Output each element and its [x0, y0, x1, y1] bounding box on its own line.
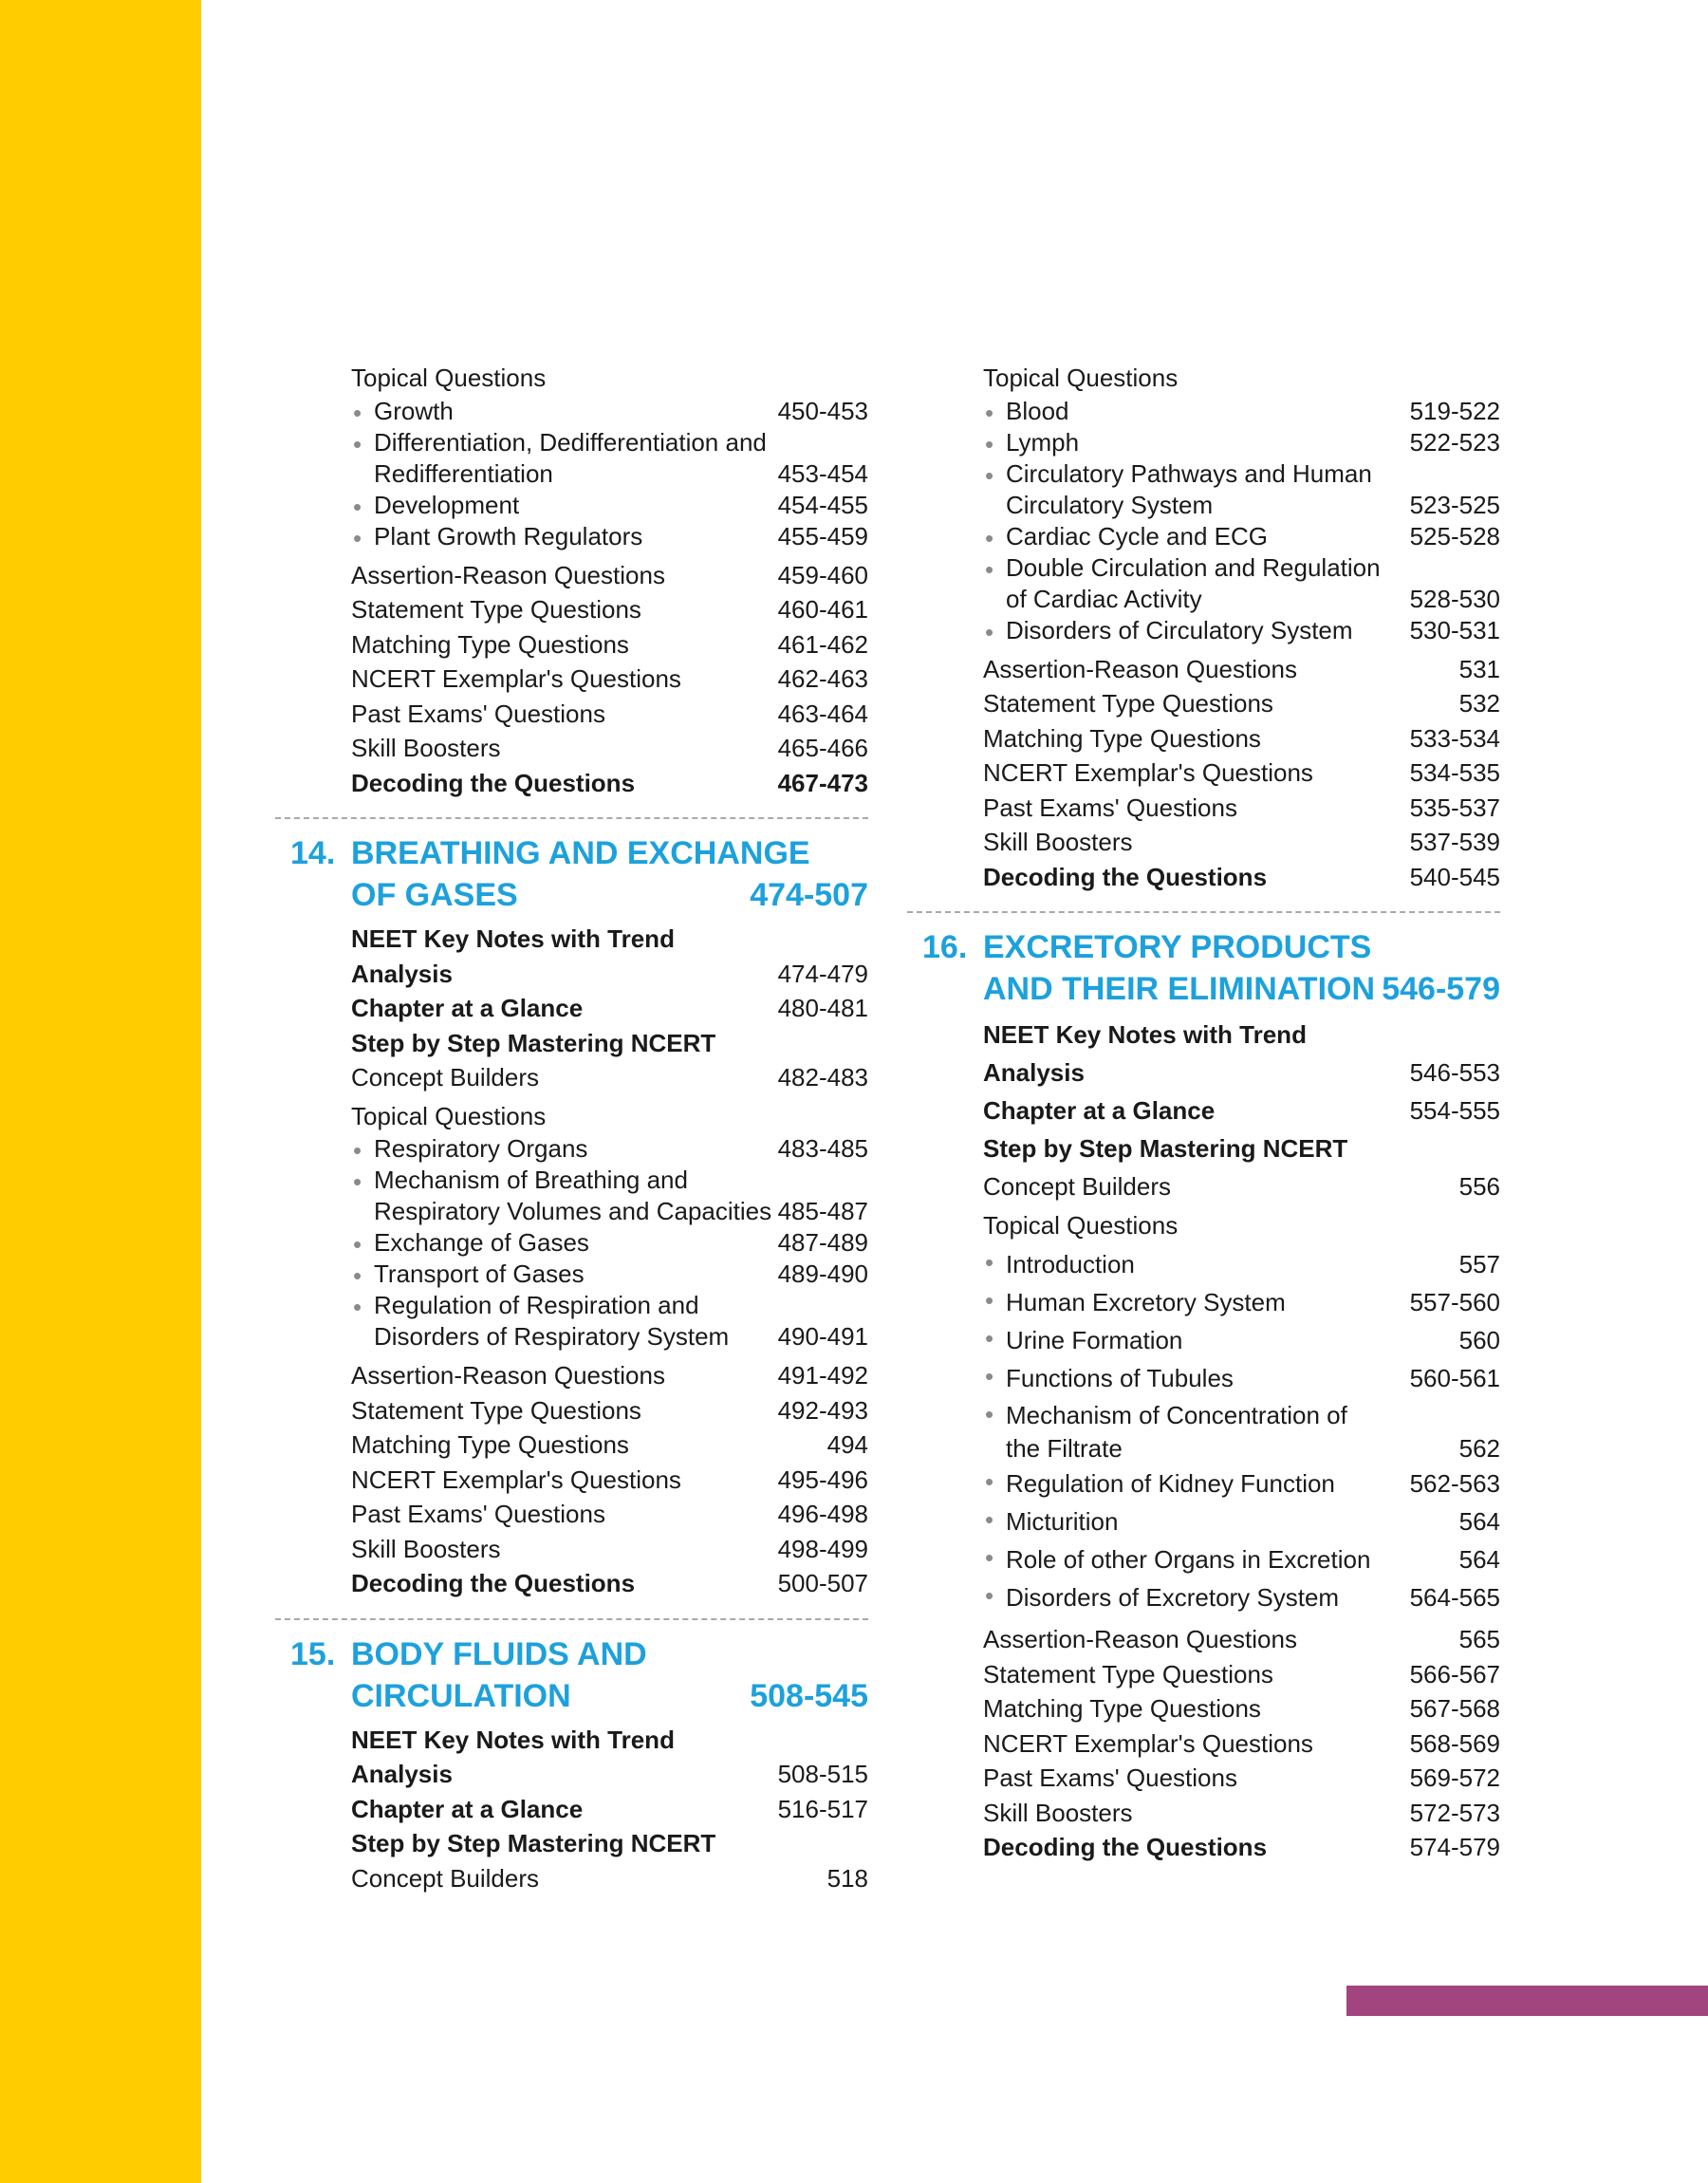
toc-topic-human-excretory-system[interactable]	[983, 1283, 1500, 1321]
toc-entry-skill-boosters[interactable]: Skill Boosters 498-499	[351, 1534, 868, 1563]
toc-entry-matching-type[interactable]: Matching Type Questions 533-534	[983, 723, 1500, 753]
entry-label: • Disorders of Circulatory System	[1006, 615, 1353, 644]
page-range: 564	[1458, 1507, 1500, 1536]
entry-label: • Development	[374, 490, 520, 519]
toc-entry-assertion-reason[interactable]: Assertion-Reason Questions 491-492	[351, 1361, 868, 1390]
entry-label: • Urine Formation	[1006, 1326, 1183, 1354]
entry-label: • Plant Growth Regulators	[374, 521, 643, 550]
entry-label-cont: Disorders of Respiratory System	[374, 1322, 730, 1351]
toc-entry-concept-builders[interactable]: Concept Builders 518	[351, 1863, 868, 1893]
toc-entry-statement-type[interactable]: Statement Type Questions 460-461	[351, 595, 868, 624]
toc-entry-neet-key-notes[interactable]: NEET Key Notes with Trend Analysis 508-515	[351, 1725, 868, 1788]
page-range: 489-490	[777, 1259, 868, 1288]
toc-topic-transport-gases[interactable]	[351, 1259, 868, 1290]
toc-entry-past-exams[interactable]: Past Exams' Questions 569-572	[983, 1763, 1500, 1792]
toc-topic-regulation-kidney[interactable]	[983, 1465, 1500, 1502]
yellow-side-band	[0, 0, 201, 2183]
page-range: 562-563	[1409, 1469, 1500, 1498]
chapter-pages: 546-579	[1382, 971, 1500, 1007]
toc-entry-statement-type[interactable]: Statement Type Questions 566-567	[983, 1659, 1500, 1689]
entry-label-cont: of Cardiac Activity	[1006, 584, 1202, 613]
toc-topic-plant-growth-regulators[interactable]	[351, 521, 868, 552]
chapter-title: BODY FLUIDS AND	[351, 1635, 647, 1672]
entry-label: • Respiratory Organs	[374, 1134, 588, 1163]
toc-entry-decoding[interactable]: Decoding the Questions 540-545	[983, 862, 1500, 891]
toc-entry-assertion-reason[interactable]: Assertion-Reason Questions 565	[983, 1625, 1500, 1653]
toc-topic-respiratory-organs[interactable]	[351, 1133, 868, 1165]
page-range: 560-561	[1409, 1364, 1500, 1392]
toc-topic-micturition[interactable]	[983, 1502, 1500, 1540]
section-divider	[907, 911, 1500, 913]
toc-entry-decoding[interactable]: Decoding the Questions 500-507	[351, 1569, 868, 1597]
toc-entry-neet-key-notes[interactable]: NEET Key Notes with Trend Analysis 474-479	[351, 924, 868, 988]
entry-label: • Circulatory Pathways and Human	[1006, 458, 1372, 488]
entry-label: • Micturition	[1006, 1507, 1119, 1536]
section-divider	[275, 1618, 868, 1620]
page-range: 522-523	[1409, 427, 1500, 457]
page-range: 564-565	[1409, 1583, 1500, 1612]
chapter-16-heading[interactable]	[922, 926, 1500, 1010]
entry-label: • Mechanism of Concentration of	[1006, 1401, 1347, 1429]
entry-label: • Exchange of Gases	[374, 1228, 589, 1257]
toc-entry-decoding[interactable]: Decoding the Questions 574-579	[983, 1833, 1500, 1861]
toc-left-column	[290, 361, 868, 1895]
chapter-title-cont: OF GASES	[351, 877, 518, 913]
toc-topic-circulatory-pathways[interactable]	[983, 458, 1500, 521]
page-range: 450-453	[777, 396, 868, 425]
toc-topic-urine-formation[interactable]	[983, 1321, 1500, 1359]
entry-label: • Mechanism of Breathing and	[374, 1166, 688, 1194]
entry-label-cont: Redifferentiation	[374, 458, 553, 488]
toc-topic-introduction[interactable]	[983, 1245, 1500, 1283]
chapter-pages: 474-507	[750, 877, 868, 913]
page-range: 557-560	[1409, 1288, 1500, 1316]
page-range: 453-454	[777, 458, 868, 488]
chapter-title-cont: AND THEIR ELIMINATION	[983, 971, 1376, 1007]
toc-entry-ncert-exemplar[interactable]: NCERT Exemplar's Questions 568-569	[983, 1728, 1500, 1758]
toc-entry-chapter-glance[interactable]: Chapter at a Glance 554-555	[983, 1096, 1500, 1125]
toc-entry-ncert-exemplar[interactable]: NCERT Exemplar's Questions 534-535	[983, 758, 1500, 787]
toc-entry-assertion-reason[interactable]: Assertion-Reason Questions 531	[983, 654, 1500, 683]
chapter-14-heading[interactable]	[290, 832, 868, 916]
toc-topic-mechanism-concentration[interactable]	[983, 1397, 1500, 1465]
page-range: 455-459	[777, 521, 868, 550]
entry-label-cont: Respiratory Volumes and Capacities	[374, 1197, 772, 1225]
entry-label: • Transport of Gases	[374, 1259, 585, 1288]
toc-entry-statement-type[interactable]: Statement Type Questions 532	[983, 689, 1500, 718]
page-range: 519-522	[1409, 396, 1500, 425]
page-range: 490-491	[777, 1322, 868, 1351]
entry-label: • Introduction	[1006, 1250, 1135, 1278]
toc-topic-cardiac-cycle[interactable]	[983, 521, 1500, 552]
chapter-title: EXCRETORY PRODUCTS	[983, 929, 1372, 965]
toc-entry-statement-type[interactable]: Statement Type Questions 492-493	[351, 1395, 868, 1425]
toc-entry-matching-type[interactable]: Matching Type Questions 461-462	[351, 629, 868, 659]
entry-label: • Blood	[1006, 396, 1069, 425]
page-range: 487-489	[777, 1228, 868, 1257]
toc-entry-concept-builders[interactable]: Concept Builders 482-483	[351, 1063, 868, 1092]
chapter-pages: 508-545	[750, 1677, 868, 1714]
step-by-step-heading: Step by Step Mastering NCERT	[983, 1134, 1348, 1163]
toc-entry-assertion-reason[interactable]: Assertion-Reason Questions 459-460	[351, 560, 868, 589]
topical-heading: Topical Questions	[351, 364, 547, 392]
step-by-step-heading: Step by Step Mastering NCERT	[351, 1829, 716, 1857]
section-divider	[275, 817, 868, 819]
chapter-number: 14.	[290, 835, 336, 871]
page-range: 523-525	[1409, 490, 1500, 519]
page-range: 564	[1458, 1545, 1500, 1574]
toc-right-column	[922, 361, 1500, 1865]
toc-entry-matching-type[interactable]: Matching Type Questions 567-568	[983, 1694, 1500, 1723]
toc-topic-growth[interactable]	[351, 396, 868, 427]
toc-topic-blood[interactable]	[983, 396, 1500, 427]
entry-label: • Human Excretory System	[1006, 1288, 1286, 1316]
page-range: 525-528	[1409, 521, 1500, 550]
entry-label: • Double Circulation and Regulation	[1006, 552, 1381, 582]
toc-entry-neet-key-notes[interactable]: NEET Key Notes with Trend Analysis 546-553	[983, 1020, 1500, 1087]
entry-label: • Growth	[374, 396, 454, 425]
toc-entry-skill-boosters[interactable]: Skill Boosters 537-539	[983, 828, 1500, 856]
chapter-title: BREATHING AND EXCHANGE	[351, 835, 810, 871]
purple-page-tab	[1346, 1986, 1708, 2016]
entry-label-cont: the Filtrate	[1006, 1434, 1123, 1463]
toc-entry-past-exams[interactable]: Past Exams' Questions 535-537	[983, 793, 1500, 822]
toc-topic-excretory-disorders[interactable]	[983, 1578, 1500, 1616]
toc-topic-functions-tubules[interactable]	[983, 1359, 1500, 1397]
toc-entry-matching-type[interactable]: Matching Type Questions 494	[351, 1430, 868, 1459]
toc-topic-circulatory-disorders[interactable]	[983, 615, 1500, 646]
entry-label: • Regulation of Kidney Function	[1006, 1469, 1335, 1498]
entry-label: • Regulation of Respiration and	[374, 1291, 699, 1319]
toc-topic-mechanism-breathing[interactable]	[351, 1165, 868, 1227]
toc-entry-skill-boosters[interactable]: Skill Boosters 465-466	[351, 734, 868, 762]
entry-label: • Lymph	[1006, 427, 1080, 457]
toc-entry-past-exams[interactable]: Past Exams' Questions 496-498	[351, 1500, 868, 1528]
chapter-number: 15.	[290, 1635, 336, 1672]
toc-entry-skill-boosters[interactable]: Skill Boosters 572-573	[983, 1798, 1500, 1827]
page-range: 454-455	[777, 490, 868, 519]
toc-entry-concept-builders[interactable]: Concept Builders 556	[983, 1172, 1500, 1201]
entry-label-cont: Circulatory System	[1006, 490, 1214, 519]
topical-heading: Topical Questions	[983, 1211, 1179, 1240]
toc-entry-ncert-exemplar[interactable]: NCERT Exemplar's Questions 462-463	[351, 664, 868, 693]
toc-topic-development[interactable]	[351, 490, 868, 521]
chapter-15-heading[interactable]	[290, 1633, 868, 1717]
page-range: 530-531	[1409, 615, 1500, 644]
step-by-step-heading: Step by Step Mastering NCERT	[351, 1028, 716, 1057]
entry-label: • Disorders of Excretory System	[1006, 1583, 1340, 1612]
page-range: 560	[1458, 1326, 1500, 1354]
page-range: 528-530	[1409, 584, 1500, 613]
page-range: 483-485	[777, 1134, 868, 1163]
toc-topic-lymph[interactable]	[983, 427, 1500, 458]
entry-label: • Cardiac Cycle and ECG	[1006, 521, 1268, 550]
toc-entry-chapter-glance[interactable]: Chapter at a Glance 480-481	[351, 994, 868, 1022]
toc-entry-decoding[interactable]: Decoding the Questions 467-473	[351, 768, 868, 797]
chapter-number: 16.	[922, 929, 968, 965]
page-range: 557	[1458, 1250, 1500, 1278]
topical-heading: Topical Questions	[983, 364, 1179, 392]
toc-entry-chapter-glance[interactable]: Chapter at a Glance 516-517	[351, 1794, 868, 1823]
entry-label: • Role of other Organs in Excretion	[1006, 1545, 1371, 1574]
toc-topic-role-other-organs[interactable]	[983, 1540, 1500, 1578]
chapter-title-cont: CIRCULATION	[351, 1677, 571, 1714]
toc-topic-double-circulation[interactable]	[983, 552, 1500, 615]
toc-topic-exchange-gases[interactable]	[351, 1227, 868, 1259]
toc-entry-ncert-exemplar[interactable]: NCERT Exemplar's Questions 495-496	[351, 1465, 868, 1494]
toc-topic-regulation-respiration[interactable]	[351, 1290, 868, 1353]
entry-label: • Functions of Tubules	[1006, 1364, 1234, 1392]
page-range: 485-487	[777, 1197, 868, 1225]
entry-label: • Differentiation, Dedifferentiation and	[374, 427, 767, 457]
page-range: 562	[1458, 1434, 1500, 1463]
toc-entry-past-exams[interactable]: Past Exams' Questions 463-464	[351, 699, 868, 728]
topical-heading: Topical Questions	[351, 1101, 547, 1130]
toc-topic-differentiation[interactable]	[351, 427, 868, 490]
